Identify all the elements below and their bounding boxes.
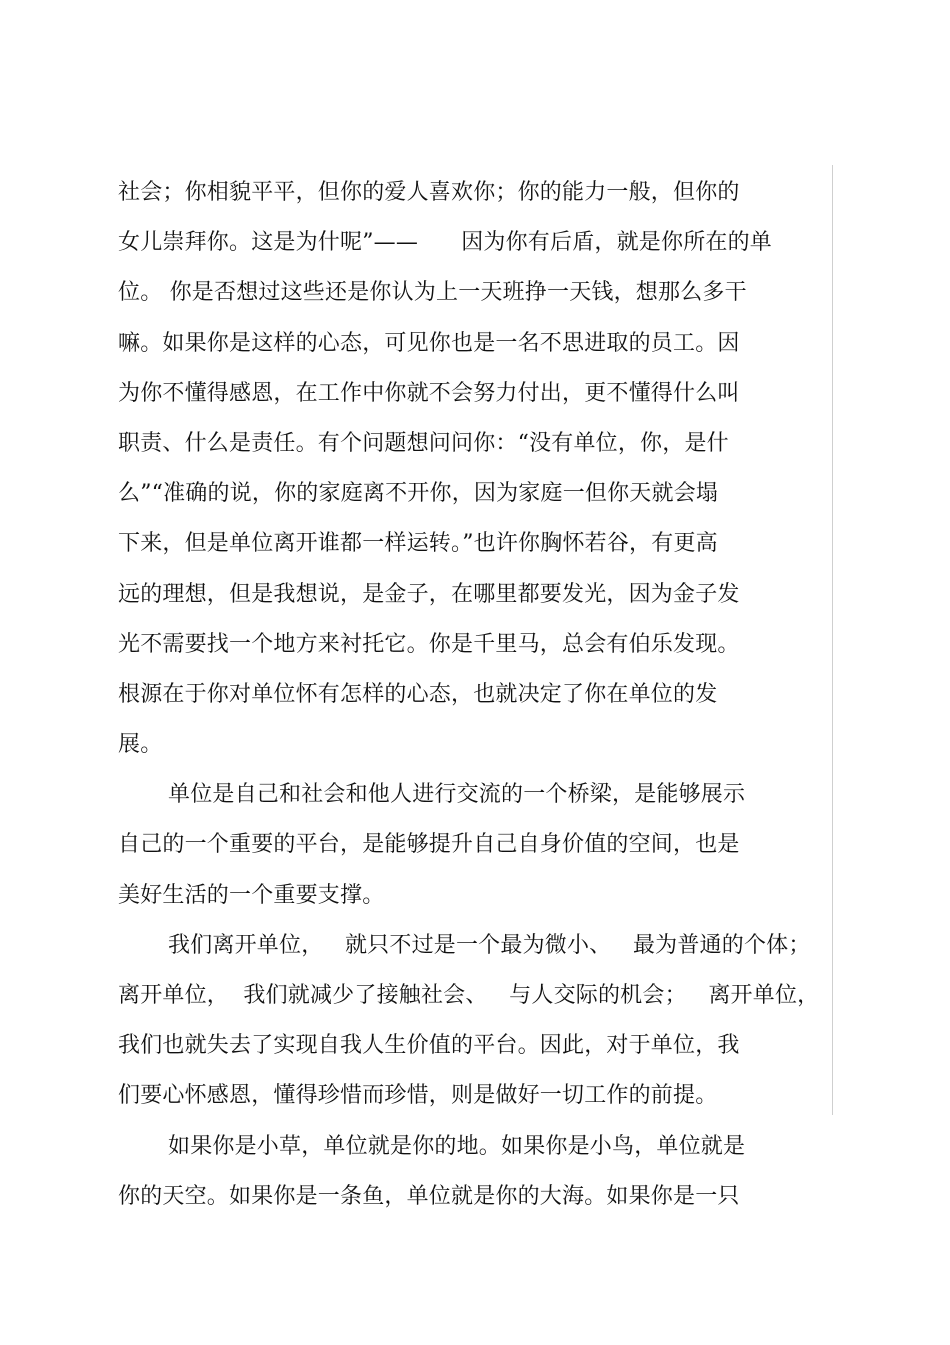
paragraph-start-line: 单位是自己和社会和他人进行交流的一个桥梁，是能够展示 xyxy=(168,782,746,808)
text-line: 自己的一个重要的平台，是能够提升自己自身价值的空间，也是 xyxy=(118,832,740,858)
text-line: 远的理想，但是我想说，是金子，在哪里都要发光，因为金子发 xyxy=(118,581,740,607)
text-line: 社会；你相貌平平，但你的爱人喜欢你；你的能力一般，但你的 xyxy=(118,180,740,205)
text-line: 女儿崇拜你。这是为什呢”—— 因为你有后盾，就是你所在的单 xyxy=(118,230,773,256)
text-line: 为你不懂得感恩，在工作中你就不会努力付出，更不懂得什么叫 xyxy=(118,380,740,406)
text-line: 光不需要找一个地方来衬托它。你是千里马，总会有伯乐发现。 xyxy=(118,631,740,657)
text-line: 们要心怀感恩，懂得珍惜而珍惜，则是做好一切工作的前提。 xyxy=(118,1083,718,1109)
text-line: 你的天空。如果你是一条鱼，单位就是你的大海。如果你是一只 xyxy=(118,1183,740,1209)
text-line: 我们也就失去了实现自我人生价值的平台。因此，对于单位，我 xyxy=(118,1033,740,1059)
text-line: 离开单位， 我们就减少了接触社会、 与人交际的机会； 离开单位， xyxy=(118,983,820,1008)
text-line: 嘛。如果你是这样的心态，可见你也是一名不思进取的员工。因 xyxy=(118,330,740,356)
text-line: 位。 你是否想过这些还是你认为上一天班挣一天钱，想那么多干 xyxy=(118,280,747,306)
paragraph-start-line: 我们离开单位， 就只不过是一个最为微小、 最为普通的个体； xyxy=(168,932,811,958)
text-line: 根源在于你对单位怀有怎样的心态，也就决定了你在单位的发 xyxy=(118,681,718,707)
text-line: 下来，但是单位离开谁都一样运转。”也许你胸怀若谷，有更高 xyxy=(118,531,718,557)
body-text xyxy=(118,168,838,1222)
text-line: 职责、什么是责任。有个问题想问问你：“没有单位，你，是什 xyxy=(118,430,729,456)
text-line: 展。 xyxy=(118,732,163,758)
paragraph-start-line: 如果你是小草，单位就是你的地。如果你是小鸟，单位就是 xyxy=(168,1133,746,1159)
text-line: 美好生活的一个重要支撑。 xyxy=(118,882,385,908)
text-line: 么”“准确的说，你的家庭离不开你，因为家庭一但你天就会塌 xyxy=(118,481,719,507)
